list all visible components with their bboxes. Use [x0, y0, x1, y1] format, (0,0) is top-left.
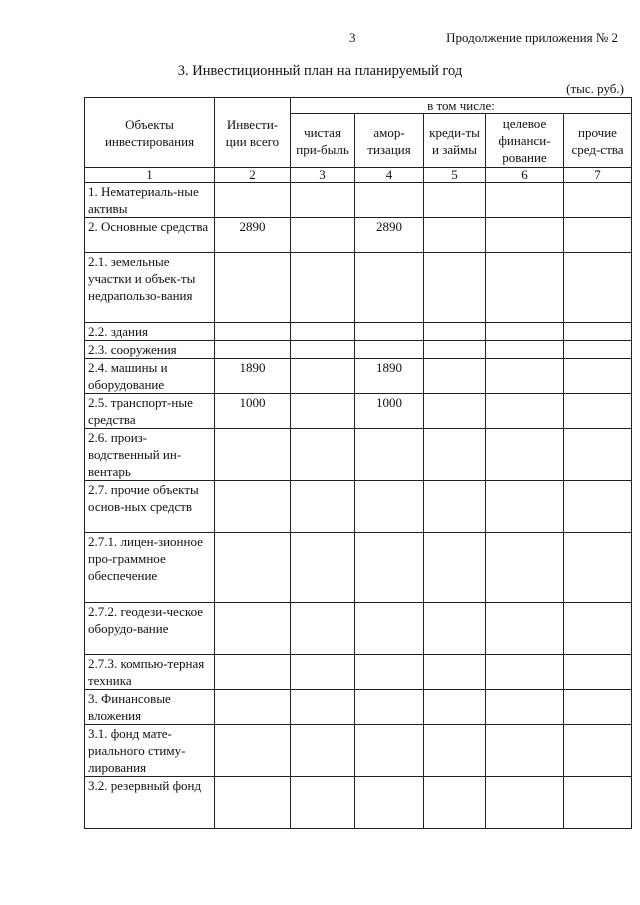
cell-credits — [424, 183, 486, 218]
column-index: 5 — [424, 168, 486, 183]
cell-total: 1890 — [215, 359, 291, 394]
table-row — [85, 655, 632, 690]
cell-amortization — [355, 533, 424, 603]
row-label: 3.2. резервный фонд — [85, 777, 215, 829]
cell-net-profit — [291, 359, 355, 394]
cell-amortization — [355, 253, 424, 323]
cell-net-profit — [291, 394, 355, 429]
cell-amortization — [355, 690, 424, 725]
cell-credits — [424, 253, 486, 323]
cell-targeted — [486, 359, 564, 394]
table-row — [85, 323, 632, 341]
cell-total: 2890 — [215, 218, 291, 253]
cell-net-profit — [291, 341, 355, 359]
cell-credits — [424, 359, 486, 394]
table-row — [85, 481, 632, 533]
cell-other — [564, 690, 632, 725]
cell-other — [564, 394, 632, 429]
cell-amortization — [355, 655, 424, 690]
table-row — [85, 690, 632, 725]
column-index: 6 — [486, 168, 564, 183]
cell-net-profit — [291, 725, 355, 777]
table-row — [85, 253, 632, 323]
cell-credits — [424, 341, 486, 359]
row-label: 2.3. сооружения — [85, 341, 215, 359]
table-row — [85, 429, 632, 481]
investment-plan-table — [84, 97, 632, 829]
cell-total — [215, 323, 291, 341]
cell-targeted — [486, 655, 564, 690]
row-label: 2.4. машины и оборудование — [85, 359, 215, 394]
cell-total — [215, 481, 291, 533]
cell-targeted — [486, 690, 564, 725]
table-row — [85, 603, 632, 655]
cell-other — [564, 603, 632, 655]
cell-total — [215, 655, 291, 690]
cell-targeted — [486, 481, 564, 533]
cell-other — [564, 323, 632, 341]
cell-net-profit — [291, 218, 355, 253]
cell-targeted — [486, 429, 564, 481]
cell-net-profit — [291, 533, 355, 603]
cell-targeted — [486, 725, 564, 777]
cell-other — [564, 253, 632, 323]
cell-other — [564, 655, 632, 690]
cell-credits — [424, 603, 486, 655]
cell-total — [215, 777, 291, 829]
cell-targeted — [486, 777, 564, 829]
table-row — [85, 725, 632, 777]
cell-net-profit — [291, 655, 355, 690]
cell-other — [564, 183, 632, 218]
cell-amortization — [355, 183, 424, 218]
cell-amortization — [355, 323, 424, 341]
cell-other — [564, 341, 632, 359]
column-index-row — [85, 168, 632, 183]
cell-net-profit — [291, 481, 355, 533]
cell-amortization — [355, 481, 424, 533]
cell-other — [564, 429, 632, 481]
col-header-amortization: амор-тизация — [355, 114, 424, 168]
row-label: 3.1. фонд мате-риального стиму-лирования — [85, 725, 215, 777]
cell-other — [564, 218, 632, 253]
cell-credits — [424, 777, 486, 829]
row-label: 1. Нематериаль-ные активы — [85, 183, 215, 218]
table-body — [85, 183, 632, 829]
cell-targeted — [486, 394, 564, 429]
row-label: 2.7.1. лицен-зионное про-граммное обеспечение — [85, 533, 215, 603]
cell-amortization — [355, 725, 424, 777]
row-label: 2.7. прочие объекты основ-ных средств — [85, 481, 215, 533]
cell-credits — [424, 323, 486, 341]
cell-amortization: 1890 — [355, 359, 424, 394]
cell-credits — [424, 690, 486, 725]
cell-net-profit — [291, 777, 355, 829]
row-label: 2.7.3. компью-терная техника — [85, 655, 215, 690]
row-label: 2.2. здания — [85, 323, 215, 341]
cell-credits — [424, 429, 486, 481]
cell-total — [215, 690, 291, 725]
cell-targeted — [486, 253, 564, 323]
cell-amortization — [355, 429, 424, 481]
cell-targeted — [486, 341, 564, 359]
cell-amortization: 1000 — [355, 394, 424, 429]
column-index: 3 — [291, 168, 355, 183]
table-row — [85, 183, 632, 218]
table-row — [85, 533, 632, 603]
col-header-objects: Объекты инвестирования — [85, 98, 215, 168]
page-number: 3 — [349, 30, 356, 45]
cell-other — [564, 777, 632, 829]
column-index: 7 — [564, 168, 632, 183]
cell-credits — [424, 394, 486, 429]
cell-other — [564, 725, 632, 777]
cell-targeted — [486, 603, 564, 655]
cell-total — [215, 183, 291, 218]
cell-credits — [424, 655, 486, 690]
cell-targeted — [486, 183, 564, 218]
cell-amortization: 2890 — [355, 218, 424, 253]
table-row — [85, 218, 632, 253]
cell-net-profit — [291, 429, 355, 481]
row-label: 2.7.2. геодези-ческое оборудо-вание — [85, 603, 215, 655]
cell-net-profit — [291, 603, 355, 655]
cell-net-profit — [291, 253, 355, 323]
cell-other — [564, 359, 632, 394]
row-label: 3. Финансовые вложения — [85, 690, 215, 725]
cell-targeted — [486, 533, 564, 603]
appendix-note: Продолжение приложения № 2 — [446, 30, 618, 45]
table-row — [85, 341, 632, 359]
cell-total — [215, 725, 291, 777]
row-label: 2.1. земельные участки и объек-ты недрапользо-вания — [85, 253, 215, 323]
cell-net-profit — [291, 323, 355, 341]
cell-targeted — [486, 218, 564, 253]
row-label: 2.5. транспорт-ные средства — [85, 394, 215, 429]
col-header-group: в том числе: — [291, 98, 632, 114]
cell-credits — [424, 533, 486, 603]
units-note: (тыс. руб.) — [566, 81, 624, 96]
col-header-other: прочие сред-ства — [564, 114, 632, 168]
cell-credits — [424, 725, 486, 777]
column-index: 2 — [215, 168, 291, 183]
cell-total — [215, 253, 291, 323]
cell-targeted — [486, 323, 564, 341]
cell-credits — [424, 218, 486, 253]
col-header-credits: креди-ты и займы — [424, 114, 486, 168]
col-header-total: Инвести-ции всего — [215, 98, 291, 168]
section-title: 3. Инвестиционный план на планируемый год — [177, 63, 463, 79]
col-header-net-profit: чистая при-быль — [291, 114, 355, 168]
cell-other — [564, 533, 632, 603]
column-index: 1 — [85, 168, 215, 183]
row-label: 2. Основные средства — [85, 218, 215, 253]
cell-net-profit — [291, 690, 355, 725]
cell-total — [215, 341, 291, 359]
col-header-targeted: целевое финанси-рование — [486, 114, 564, 168]
cell-amortization — [355, 777, 424, 829]
cell-total — [215, 533, 291, 603]
cell-total — [215, 429, 291, 481]
cell-net-profit — [291, 183, 355, 218]
cell-total — [215, 603, 291, 655]
column-index: 4 — [355, 168, 424, 183]
cell-amortization — [355, 603, 424, 655]
table-row — [85, 394, 632, 429]
cell-other — [564, 481, 632, 533]
cell-total: 1000 — [215, 394, 291, 429]
cell-amortization — [355, 341, 424, 359]
table-row — [85, 777, 632, 829]
table-row — [85, 359, 632, 394]
row-label: 2.6. произ-водственный ин-вентарь — [85, 429, 215, 481]
cell-credits — [424, 481, 486, 533]
